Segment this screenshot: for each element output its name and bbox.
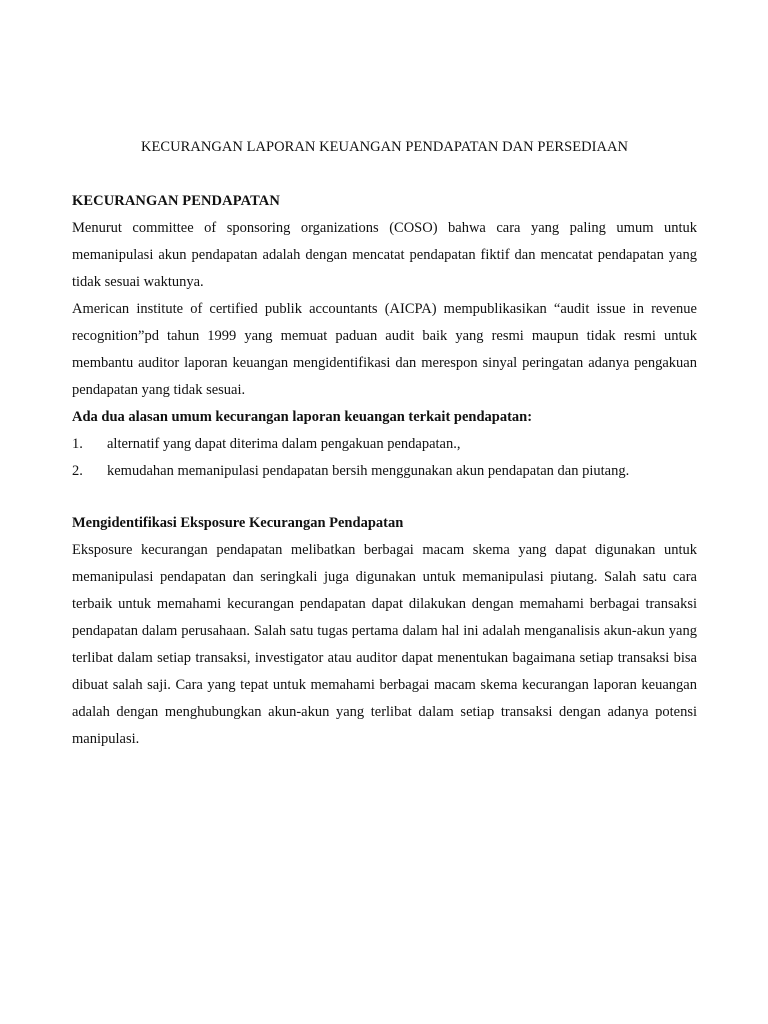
section-heading: Mengidentifikasi Eksposure Kecurangan Pendapatan bbox=[72, 515, 404, 531]
section-kecurangan-pendapatan bbox=[72, 188, 697, 485]
reasons-list bbox=[72, 431, 697, 485]
document-title: KECURANGAN LAPORAN KEUANGAN PENDAPATAN DAN PERSEDIAAN bbox=[140, 139, 629, 155]
list-item bbox=[72, 431, 697, 458]
paragraph-aicpa: American institute of certified publik accountants (AICPA) mempublikasikan “audit issue in revenue recognition”pd tahun 1999 yang memuat paduan audit baik yang resmi maupun tidak resmi untuk membantu auditor laporan keuangan mengidentifikasi dan merespon sinyal peringatan adanya pengakuan pendapatan yang tidak sesuai. bbox=[72, 301, 697, 398]
list-item-text: alternatif yang dapat diterima dalam pengakuan pendapatan., bbox=[107, 436, 461, 452]
paragraph-coso: Menurut committee of sponsoring organizations (COSO) bahwa cara yang paling umum untuk memanipulasi akun pendapatan adalah dengan mencatat pendapatan fiktif dan mencatat pendapatan yang tidak sesuai waktunya. bbox=[72, 220, 697, 290]
list-heading: Ada dua alasan umum kecurangan laporan keuangan terkait pendapatan: bbox=[72, 409, 533, 425]
list-item bbox=[72, 458, 697, 485]
section-heading: KECURANGAN PENDAPATAN bbox=[72, 193, 280, 209]
document-page bbox=[72, 0, 697, 1024]
list-item-number: 2. bbox=[72, 463, 83, 479]
list-item-number: 1. bbox=[72, 436, 83, 452]
paragraph-eksposure: Eksposure kecurangan pendapatan melibatkan berbagai macam skema yang dapat digunakan untuk memanipulasi pendapatan dan seringkali juga digunakan untuk memanipulasi piutang. Salah satu cara terbaik untuk memahami kecurangan pendapatan dapat dilakukan dengan memahami berbagai transaksi pendapatan dalam perusahaan. Salah satu tugas pertama dalam hal ini adalah menganalisis akun-akun yang terlibat dalam setiap transaksi, investigator atau auditor dapat menentukan bagaimana setiap transaksi bisa dibuat salah saji. Cara yang tepat untuk memahami berbagai macam skema kecurangan laporan keuangan adalah dengan menghubungkan akun-akun yang terlibat dalam setiap transaksi dengan adanya potensi manipulasi. bbox=[72, 542, 697, 747]
section-eksposure bbox=[72, 510, 697, 753]
list-item-text: kemudahan memanipulasi pendapatan bersih menggunakan akun pendapatan dan piutang. bbox=[107, 463, 630, 479]
